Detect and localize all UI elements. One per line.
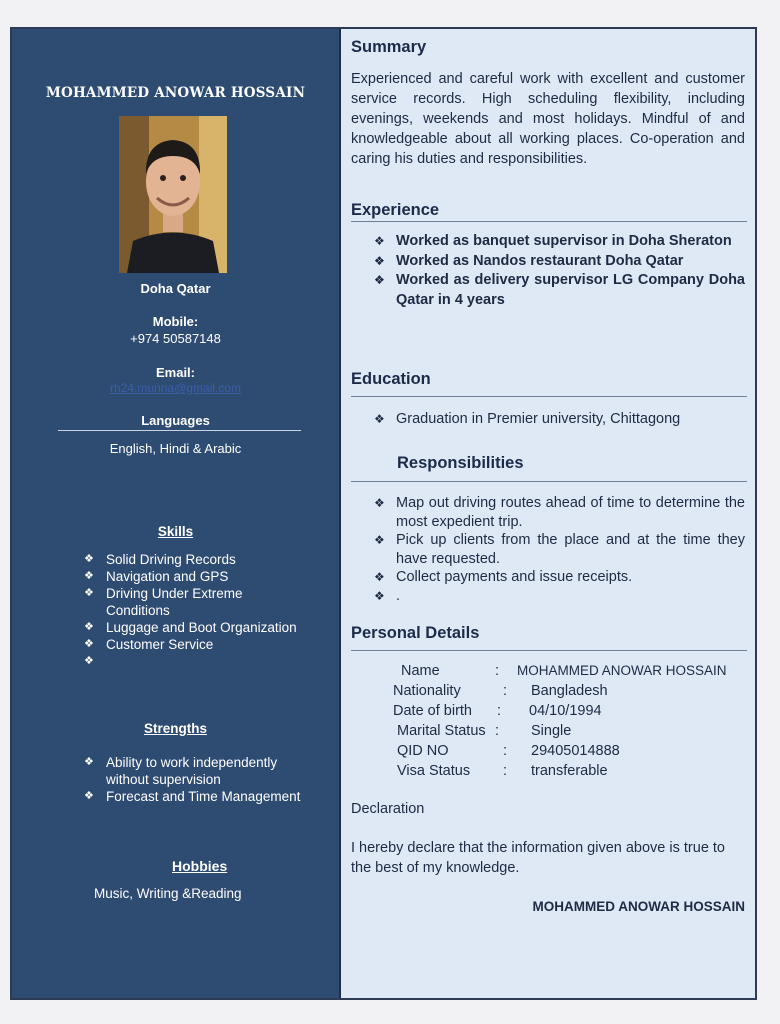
- detail-label: Date of birth: [393, 703, 472, 719]
- list-item: ❖ Collect payments and issue receipts.: [374, 568, 745, 587]
- mobile-number: +974 50587148: [130, 331, 221, 346]
- responsibilities-title: Responsibilities: [397, 454, 524, 472]
- declaration-title: Declaration: [351, 801, 425, 817]
- experience-title: Experience: [351, 201, 440, 219]
- responsibilities-divider: [351, 481, 747, 482]
- mobile-label: Mobile:: [152, 314, 199, 329]
- personal-details-title: Personal Details: [351, 624, 480, 642]
- education-divider: [351, 396, 747, 397]
- list-item: ❖ Navigation and GPS: [84, 568, 304, 585]
- experience-list: [374, 232, 745, 310]
- list-item: ❖ Worked as delivery supervisor LG Company Doha Qatar in 4 years: [374, 271, 745, 310]
- email-link[interactable]: rh24.munna@gmail.com: [110, 381, 241, 395]
- list-item: ❖ Customer Service: [84, 636, 304, 653]
- languages-divider: [58, 430, 301, 431]
- list-item: ❖ Map out driving routes ahead of time to determine the most expedient trip.: [374, 494, 745, 531]
- summary-title: Summary: [351, 38, 427, 56]
- detail-value: Bangladesh: [531, 683, 608, 699]
- list-item: ❖ .: [374, 587, 745, 606]
- right-content: [339, 29, 755, 998]
- table-row: [393, 723, 727, 743]
- detail-value: 04/10/1994: [529, 703, 602, 719]
- detail-label: QID NO: [397, 743, 449, 759]
- table-row: [393, 743, 727, 763]
- table-row: [393, 663, 727, 683]
- detail-value: transferable: [531, 763, 608, 779]
- detail-separator: :: [495, 663, 500, 679]
- list-item: ❖ Worked as banquet supervisor in Doha Sheraton: [374, 232, 745, 252]
- list-item: ❖ Graduation in Premier university, Chittagong: [374, 410, 745, 430]
- table-row: [393, 683, 727, 703]
- location: Doha Qatar: [140, 281, 211, 296]
- hobbies-title: Hobbies: [172, 858, 228, 874]
- list-item: ❖ Forecast and Time Management: [84, 788, 304, 805]
- table-row: [393, 703, 727, 723]
- detail-separator: :: [503, 683, 508, 699]
- summary-text: Experienced and careful work with excellent and customer service records. High scheduling flexibility, including evenings, weekends and most holidays. Mindful of and knowledgeable about all working places. Co-operation and caring his duties and responsibilities.: [351, 71, 745, 167]
- candidate-name-heading: MOHAMMED ANOWAR HOSSAIN: [45, 85, 306, 101]
- detail-label: Name: [401, 663, 440, 679]
- detail-value: MOHAMMED ANOWAR HOSSAIN: [517, 663, 727, 678]
- list-item: ❖ Luggage and Boot Organization: [84, 619, 304, 636]
- personal-details-divider: [351, 650, 747, 651]
- detail-value: Single: [531, 723, 572, 739]
- declaration-text: I hereby declare that the information given above is true to the best of my knowledge.: [351, 840, 725, 876]
- table-row: [393, 763, 727, 783]
- detail-separator: :: [503, 743, 508, 759]
- list-item: ❖ Driving Under Extreme Conditions: [84, 585, 304, 619]
- experience-divider: [351, 221, 747, 222]
- languages-title: Languages: [141, 413, 210, 428]
- email-label: Email:: [155, 365, 195, 380]
- profile-photo: [119, 116, 227, 273]
- languages-list: English, Hindi & Arabic: [109, 441, 242, 456]
- detail-label: Visa Status: [397, 763, 471, 779]
- detail-label: Marital Status: [397, 723, 486, 739]
- education-title: Education: [351, 370, 431, 388]
- education-list: [374, 410, 745, 430]
- hobbies-list: Music, Writing &Reading: [94, 886, 242, 901]
- detail-separator: :: [495, 723, 500, 739]
- resume-page: [10, 27, 757, 1000]
- detail-value: 29405014888: [531, 743, 620, 759]
- skills-list: [84, 551, 304, 653]
- detail-separator: :: [497, 703, 502, 719]
- list-item: ❖ Ability to work independently without supervision: [84, 754, 304, 788]
- personal-details-table: [393, 663, 727, 783]
- profile-photo-graphic: [119, 116, 227, 273]
- detail-label: Nationality: [393, 683, 461, 699]
- list-item: ❖ Pick up clients from the place and at the time they have requested.: [374, 531, 745, 568]
- responsibilities-list: [374, 494, 745, 605]
- strengths-title: Strengths: [143, 721, 207, 736]
- strengths-list: [84, 754, 304, 805]
- skills-title: Skills: [157, 524, 194, 539]
- list-item: ❖ Worked as Nandos restaurant Doha Qatar: [374, 252, 745, 272]
- detail-separator: :: [503, 763, 508, 779]
- left-sidebar: [12, 29, 339, 998]
- list-item: ❖ Solid Driving Records: [84, 551, 304, 568]
- signature-name: MOHAMMED ANOWAR HOSSAIN: [532, 899, 745, 914]
